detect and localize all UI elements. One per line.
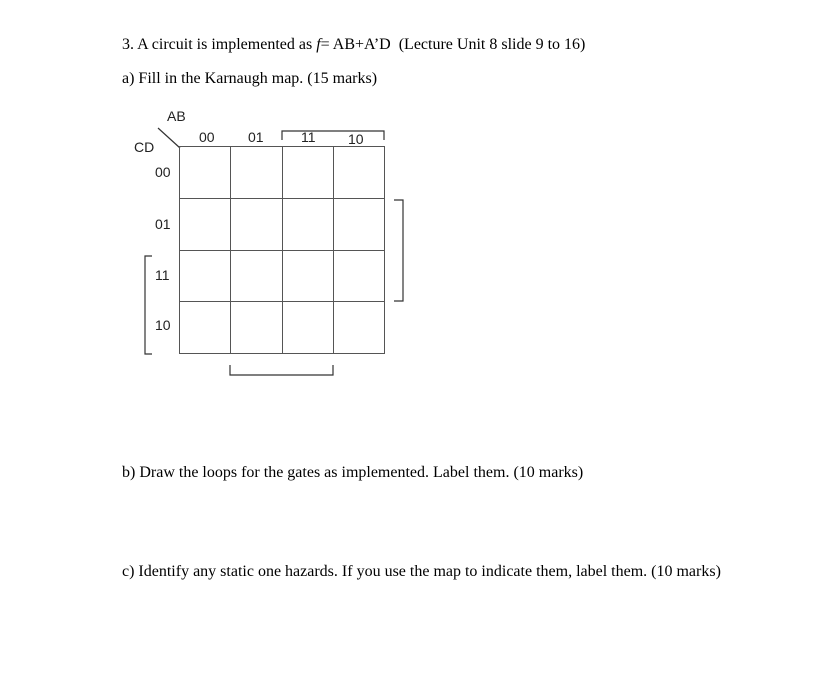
kmap-col-label-00: 00: [199, 129, 215, 145]
kmap-row: [180, 198, 385, 250]
part-b-prompt: b) Draw the loops for the gates as implemented. Label them. (10 marks): [122, 464, 584, 481]
part-a-prompt: a) Fill in the Karnaugh map. (15 marks): [122, 70, 378, 87]
kmap-row: [180, 147, 385, 199]
kmap-cell[interactable]: [282, 147, 333, 199]
kmap-col-label-10: 10: [348, 131, 364, 147]
question-number: 3.: [122, 36, 134, 53]
kmap-grid: [179, 146, 385, 354]
kmap-row-label-01: 01: [155, 216, 171, 232]
question-3-title: [122, 36, 585, 54]
kmap-cell[interactable]: [180, 198, 231, 250]
kmap-cell[interactable]: [333, 302, 384, 354]
kmap-row: [180, 302, 385, 354]
kmap-cell[interactable]: [180, 250, 231, 302]
kmap-cell[interactable]: [333, 147, 384, 199]
kmap-row-label-10: 10: [155, 317, 171, 333]
kmap-bottom-bracket: [230, 365, 333, 375]
kmap-cell[interactable]: [282, 250, 333, 302]
kmap-row: [180, 250, 385, 302]
kmap-cell[interactable]: [180, 147, 231, 199]
kmap-col-label-11: 11: [301, 129, 316, 145]
question-intro: A circuit is implemented as: [137, 36, 313, 53]
kmap-cell[interactable]: [231, 302, 282, 354]
kmap-left-bracket: [145, 256, 152, 354]
lecture-reference: (Lecture Unit 8 slide 9 to 16): [398, 36, 586, 53]
kmap-cell[interactable]: [231, 198, 282, 250]
karnaugh-map: [120, 104, 420, 384]
kmap-cell[interactable]: [333, 250, 384, 302]
kmap-cell[interactable]: [231, 250, 282, 302]
kmap-cell[interactable]: [180, 302, 231, 354]
function-variable: f: [316, 36, 321, 53]
kmap-corner-diagonal: [158, 128, 180, 148]
part-c-prompt: c) Identify any static one hazards. If you use the map to indicate them, label them. (10 marks): [122, 563, 721, 580]
kmap-cell[interactable]: [231, 147, 282, 199]
kmap-row-variable: CD: [134, 139, 155, 155]
kmap-cell[interactable]: [282, 198, 333, 250]
kmap-right-bracket: [394, 200, 403, 301]
kmap-row-label-00: 00: [155, 164, 171, 180]
kmap-col-label-01: 01: [248, 129, 264, 145]
function-expression: = AB+A’D: [320, 36, 391, 53]
kmap-top-bracket: [282, 131, 384, 140]
kmap-cell[interactable]: [282, 302, 333, 354]
kmap-cell[interactable]: [333, 198, 384, 250]
kmap-col-variable: AB: [167, 108, 186, 124]
kmap-row-label-11: 11: [155, 267, 170, 283]
